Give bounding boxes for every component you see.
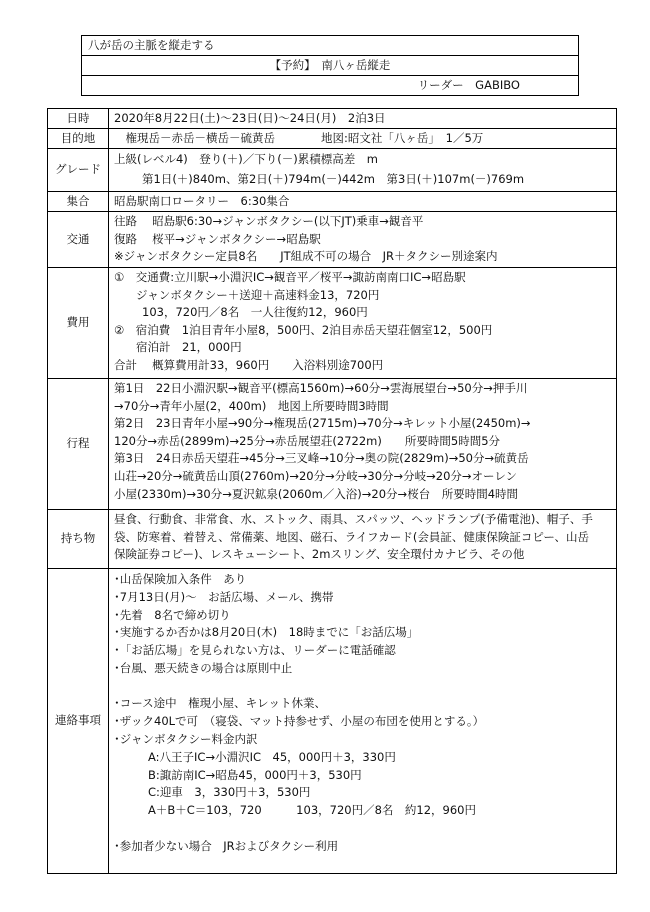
date-text: 2020年8月22日(土)～23日(日)～24日(月) 2泊3日 [114,111,386,125]
note-line: ･実施するか否かは8月20日(木) 18時までに「お話広場」 [114,625,419,640]
plan-title: 【予約】 南八ヶ岳縦走 [82,55,578,75]
itinerary-line: 120分→赤岳(2899m)→25分→赤岳展望荘(2722m) 所要時間5時間5分 [114,433,501,448]
cost-total: 合計 概算費用計33，960円 入浴料別途700円 [114,357,384,372]
document-title: 八が岳の主脈を縦走する [88,38,215,52]
note-line: ･コース途中 権現小屋、キレット休業、 [114,696,326,711]
itinerary-line: 小屋(2330m)→30分→夏沢鉱泉(2060m／入浴)→20分→桜台 所要時間4時間 [114,486,519,501]
fare-total: A＋B＋C＝103，720 103，720円／8名 約12，960円 [148,803,476,818]
cost-lodging-total: 宿泊計 21，000円 [136,340,242,355]
value-cost [109,268,617,379]
value-transport [109,212,617,268]
label-grade: グレード [48,149,109,192]
row-gear [48,510,617,569]
value-destination [109,129,617,149]
value-gear [109,510,617,569]
row-notes [48,569,617,874]
row-destination [48,129,617,149]
note-line: ･「お話広場」を見られない方は、リーダーに電話確認 [114,643,396,658]
gear-line: 昼食、行動食、非常食、水、ストック、雨具、スパッツ、ヘッドランプ(予備電池)、帽子、手 [114,512,593,526]
row-date [48,109,617,129]
cost-transport: ① 交通費:立川駅→小淵沢IC→観音平／桜平→諏訪南南口IC→昭島駅 [114,270,466,284]
transport-outbound: 往路 昭島駅6:30→ジャンボタクシー(以下JT)乗車→観音平 [114,214,424,228]
label-destination: 目的地 [48,129,109,149]
gear-line: 保険証券コピー)、レスキューシート、2mスリング、安全環付カナビラ、その他 [114,547,525,562]
gear-line: 袋、防寒着、着替え、常備薬、地図、磁石、ライフカード(会員証、健康保険証コピー、山岳 [114,529,589,544]
itinerary-line: →70分→青年小屋(2，400m) 地図上所要時間3時間 [114,398,389,413]
row-cost [48,268,617,379]
note-spacer [114,820,611,838]
row-itinerary [48,379,617,510]
value-grade [109,149,617,192]
cost-taxi: ジャンボタクシー＋送迎＋高速料金13，720円 [136,287,380,302]
plan-table [47,108,617,874]
fare-line: C:迎車 3，330円＋3，530円 [148,785,311,800]
itinerary-line: 第3日 24日赤岳天望荘→45分→三叉峰→10分→奥の院(2829m)→50分→硫黄岳 [114,451,529,466]
label-itinerary: 行程 [48,379,109,510]
grade-level: 上級(レベル4) 登り(＋)／下り(－)累積標高差 m [114,152,378,166]
label-transport: 交通 [48,212,109,268]
transport-note: ※ジャンボタクシー定員8名 JT組成不可の場合 JR＋タクシー別途案内 [114,249,498,264]
note-line: ･7月13日(月)～ お話広場、メール、携帯 [114,589,334,604]
cost-per-person: 103，720円／8名 一人往復約12，960円 [142,305,368,320]
row-transport [48,212,617,268]
label-date: 日時 [48,109,109,129]
leader-name: リーダー GABIBO [82,75,578,95]
label-notes: 連絡事項 [48,569,109,874]
value-notes [109,569,617,874]
value-itinerary [109,379,617,510]
note-line: ･参加者少ない場合 JRおよびタクシー利用 [114,838,339,853]
note-line: ･台風、悪天続きの場合は原則中止 [114,660,293,675]
note-line: ･ザック40Lで可 （寝袋、マット持参せず、小屋の布団を使用とする。） [114,714,485,729]
label-cost: 費用 [48,268,109,379]
note-line: ･山岳保険加入条件 あり [114,572,247,586]
header-box [81,35,579,96]
destination-text: 権現岳－赤岳－横岳－硫黄岳 地図:昭文社「八ヶ岳」 1／5万 [114,131,484,145]
value-date [109,109,617,129]
cost-lodging: ② 宿泊費 1泊目青年小屋8，500円、2泊目赤岳天望荘個室12，500円 [114,322,493,337]
value-meeting [109,192,617,212]
grade-elevation: 第1日(＋)840m、第2日(＋)794m(－)442m 第3日(＋)107m(－)769m [142,171,525,186]
note-spacer [114,678,611,696]
label-gear: 持ち物 [48,510,109,569]
itinerary-line: 第2日 23日青年小屋→90分→権現岳(2715m)→70分→キレット小屋(2450m)→ [114,416,531,431]
note-line: ･先着 8名で締め切り [114,607,231,622]
fare-line: A:八王子IC→小淵沢IC 45，000円＋3，330円 [148,749,396,764]
transport-return: 復路 桜平→ジャンボタクシー→昭島駅 [114,231,321,246]
fare-line: B:諏訪南IC→昭島45，000円＋3，530円 [148,767,362,782]
row-meeting [48,192,617,212]
meeting-text: 昭島駅南口ロータリー 6:30集合 [114,194,290,208]
label-meeting: 集合 [48,192,109,212]
row-grade [48,149,617,192]
itinerary-line: 第1日 22日小淵沢駅→観音平(標高1560m)→60分→雲海展望台→50分→押手川 [114,381,528,395]
note-line: ･ジャンボタクシー料金内訳 [114,731,258,746]
itinerary-line: 山荘→20分→硫黄岳山頂(2760m)→20分→分岐→30分→分岐→20分→オーレン [114,468,518,483]
